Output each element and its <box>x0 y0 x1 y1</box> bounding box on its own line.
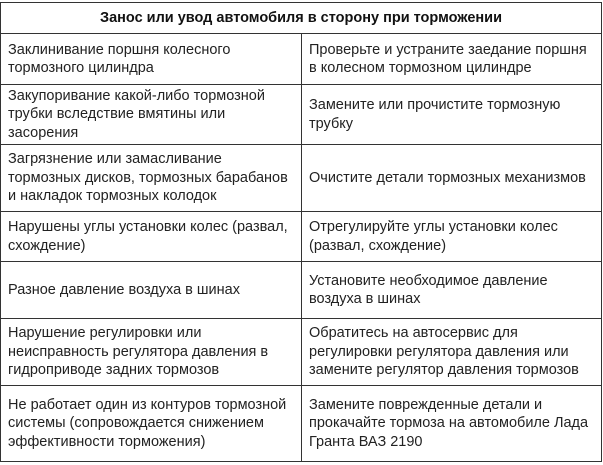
table-row <box>1 212 602 262</box>
remedy-cell: Замените или прочистите тормозную трубку <box>302 85 602 145</box>
remedy-cell: Проверьте и устраните заедание поршня в колесном тормозном цилиндре <box>302 34 602 85</box>
table-row <box>1 319 602 386</box>
table-row <box>1 386 602 462</box>
cause-cell: Не работает один из контуров тормозной системы (сопровождается снижением эффективности торможения) <box>1 386 302 462</box>
table-header-row <box>1 3 602 34</box>
table-title: Занос или увод автомобиля в сторону при торможении <box>1 3 602 34</box>
cause-cell: Нарушены углы установки колес (развал, схождение) <box>1 212 302 262</box>
remedy-cell: Очистите детали тормозных механизмов <box>302 145 602 212</box>
cause-cell: Загрязнение или замасливание тормозных дисков, тормозных барабанов и накладок тормозных колодок <box>1 145 302 212</box>
cause-cell: Заклинивание поршня колесного тормозного цилиндра <box>1 34 302 85</box>
cause-cell: Нарушение регулировки или неисправность регулятора давления в гидроприводе задних тормозов <box>1 319 302 386</box>
table-row <box>1 85 602 145</box>
table-row <box>1 262 602 319</box>
troubleshooting-table-container <box>0 2 601 462</box>
remedy-cell: Установите необходимое давление воздуха в шинах <box>302 262 602 319</box>
troubleshooting-table <box>0 2 602 462</box>
remedy-cell: Замените поврежденные детали и прокачайте тормоза на автомобиле Лада Гранта ВАЗ 2190 <box>302 386 602 462</box>
cause-cell: Разное давление воздуха в шинах <box>1 262 302 319</box>
table-row <box>1 145 602 212</box>
remedy-cell: Обратитесь на автосервис для регулировки регулятора давления или замените регулятор давления тормозов <box>302 319 602 386</box>
table-row <box>1 34 602 85</box>
remedy-cell: Отрегулируйте углы установки колес (развал, схождение) <box>302 212 602 262</box>
cause-cell: Закупоривание какой-либо тормозной трубки вследствие вмятины или засорения <box>1 85 302 145</box>
